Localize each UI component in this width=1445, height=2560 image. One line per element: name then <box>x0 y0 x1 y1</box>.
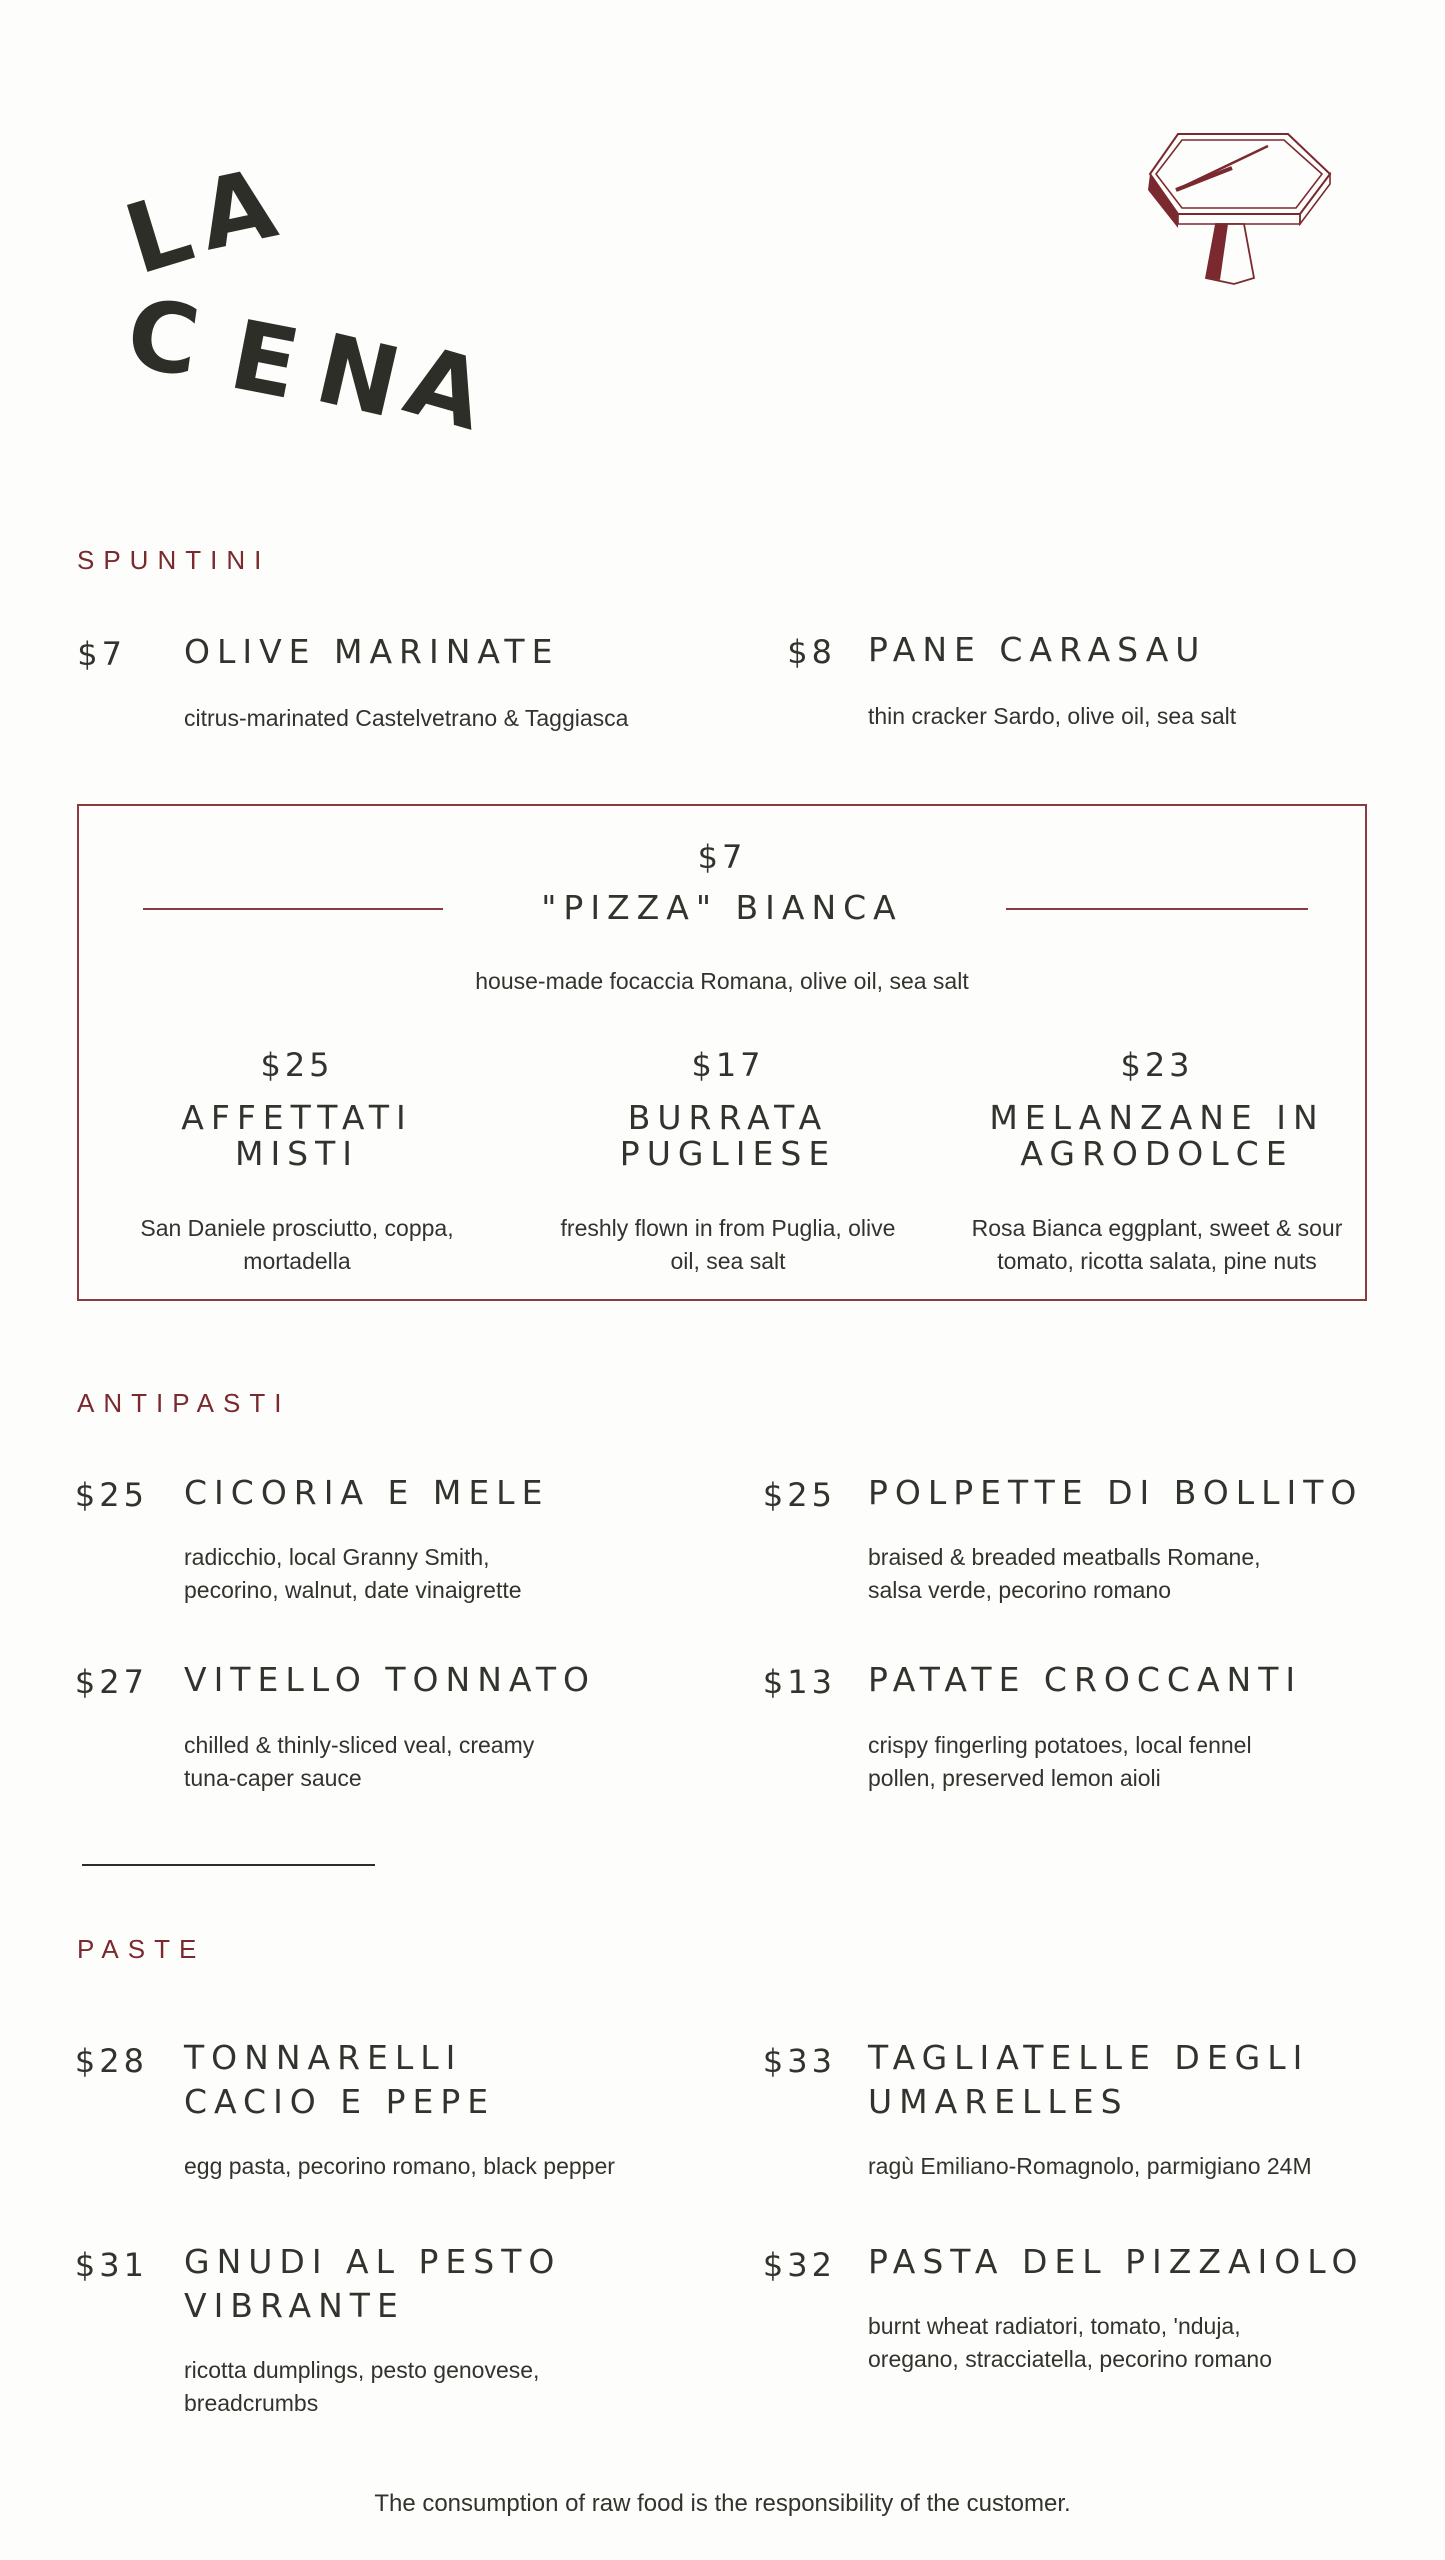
item-price: $25 <box>74 1476 148 1514</box>
item-name: TONNARELLI <box>184 2038 463 2077</box>
table-clock-icon <box>1128 128 1338 288</box>
item-description: braised & breaded meatballs Romane, <box>868 1544 1261 1570</box>
item-description: mortadella <box>243 1248 351 1274</box>
item-description: oil, sea salt <box>670 1248 786 1274</box>
item-price: $7 <box>77 635 126 673</box>
item-description: Rosa Bianca eggplant, sweet & sour <box>971 1215 1343 1241</box>
section-title-antipasti: ANTIPASTI <box>77 1388 291 1418</box>
item-description: egg pasta, pecorino romano, black pepper <box>184 2153 615 2179</box>
item-name: GNUDI AL PESTO <box>184 2242 562 2281</box>
item-price: $23 <box>1120 1046 1194 1084</box>
item-description: San Daniele prosciutto, coppa, <box>140 1215 454 1241</box>
item-name: UMARELLES <box>868 2082 1129 2121</box>
item-name: OLIVE MARINATE <box>184 632 560 671</box>
item-name: "PIZZA" BIANCA <box>541 888 903 927</box>
item-description: chilled & thinly-sliced veal, creamy <box>184 1732 535 1758</box>
item-name: VITELLO TONNATO <box>184 1660 597 1699</box>
item-description: pollen, preserved lemon aioli <box>868 1765 1161 1791</box>
logo-letter: A <box>394 323 497 453</box>
item-price: $32 <box>762 2246 836 2284</box>
item-price: $17 <box>691 1046 765 1084</box>
item-description: radicchio, local Granny Smith, <box>184 1544 490 1570</box>
item-description: citrus-marinated Castelvetrano & Taggiasca <box>184 705 629 731</box>
section-title-paste: PASTE <box>77 1934 206 1964</box>
item-price: $25 <box>260 1046 334 1084</box>
section-title-spuntini: SPUNTINI <box>77 545 271 575</box>
item-name: PUGLIESE <box>619 1134 837 1173</box>
item-price: $33 <box>762 2042 836 2080</box>
item-name: VIBRANTE <box>184 2286 405 2325</box>
item-price: $27 <box>74 1663 148 1701</box>
item-description: breadcrumbs <box>184 2390 319 2416</box>
item-name: CACIO E PEPE <box>184 2082 496 2121</box>
item-description: oregano, stracciatella, pecorino romano <box>868 2346 1273 2372</box>
item-name: CICORIA E MELE <box>184 1473 550 1512</box>
item-name: AGRODOLCE <box>1020 1134 1294 1173</box>
item-description: pecorino, walnut, date vinaigrette <box>184 1577 522 1603</box>
item-name: MISTI <box>234 1134 360 1173</box>
item-price: $7 <box>697 838 747 876</box>
item-price: $13 <box>762 1663 836 1701</box>
item-description: crispy fingerling potatoes, local fennel <box>868 1732 1252 1758</box>
item-name: POLPETTE DI BOLLITO <box>868 1473 1364 1512</box>
item-description: ricotta dumplings, pesto genovese, <box>184 2357 540 2383</box>
item-description: salsa verde, pecorino romano <box>868 1577 1171 1603</box>
section-divider <box>82 1864 375 1866</box>
item-name: PATATE CROCCANTI <box>868 1660 1303 1699</box>
footer-disclaimer: The consumption of raw food is the responsibility of the customer. <box>374 2490 1071 2517</box>
item-name: MELANZANE IN <box>989 1098 1325 1137</box>
logo-letter: C <box>120 277 206 399</box>
divider <box>1006 908 1308 910</box>
item-description: house-made focaccia Romana, olive oil, sea salt <box>475 968 969 994</box>
item-description: tomato, ricotta salata, pine nuts <box>997 1248 1317 1274</box>
item-price: $31 <box>74 2246 148 2284</box>
item-name: AFFETTATI <box>181 1098 413 1137</box>
divider <box>143 908 443 910</box>
item-description: freshly flown in from Puglia, olive <box>560 1215 896 1241</box>
item-name: PASTA DEL PIZZAIOLO <box>868 2242 1365 2281</box>
item-price: $25 <box>762 1476 836 1514</box>
logo-letter: L <box>112 171 205 297</box>
item-name: TAGLIATELLE DEGLI <box>868 2038 1310 2077</box>
item-description: ragù Emiliano-Romagnolo, parmigiano 24M <box>868 2153 1312 2179</box>
item-name: BURRATA <box>627 1098 829 1137</box>
logo-letter: N <box>306 312 410 440</box>
item-price: $8 <box>787 633 836 671</box>
item-price: $28 <box>74 2042 148 2080</box>
item-description: thin cracker Sardo, olive oil, sea salt <box>868 703 1237 729</box>
item-description: tuna-caper sauce <box>184 1765 362 1791</box>
logo-letter: A <box>189 147 286 273</box>
logo-letter: E <box>221 298 308 422</box>
item-name: PANE CARASAU <box>868 630 1207 669</box>
item-description: burnt wheat radiatori, tomato, 'nduja, <box>868 2313 1241 2339</box>
